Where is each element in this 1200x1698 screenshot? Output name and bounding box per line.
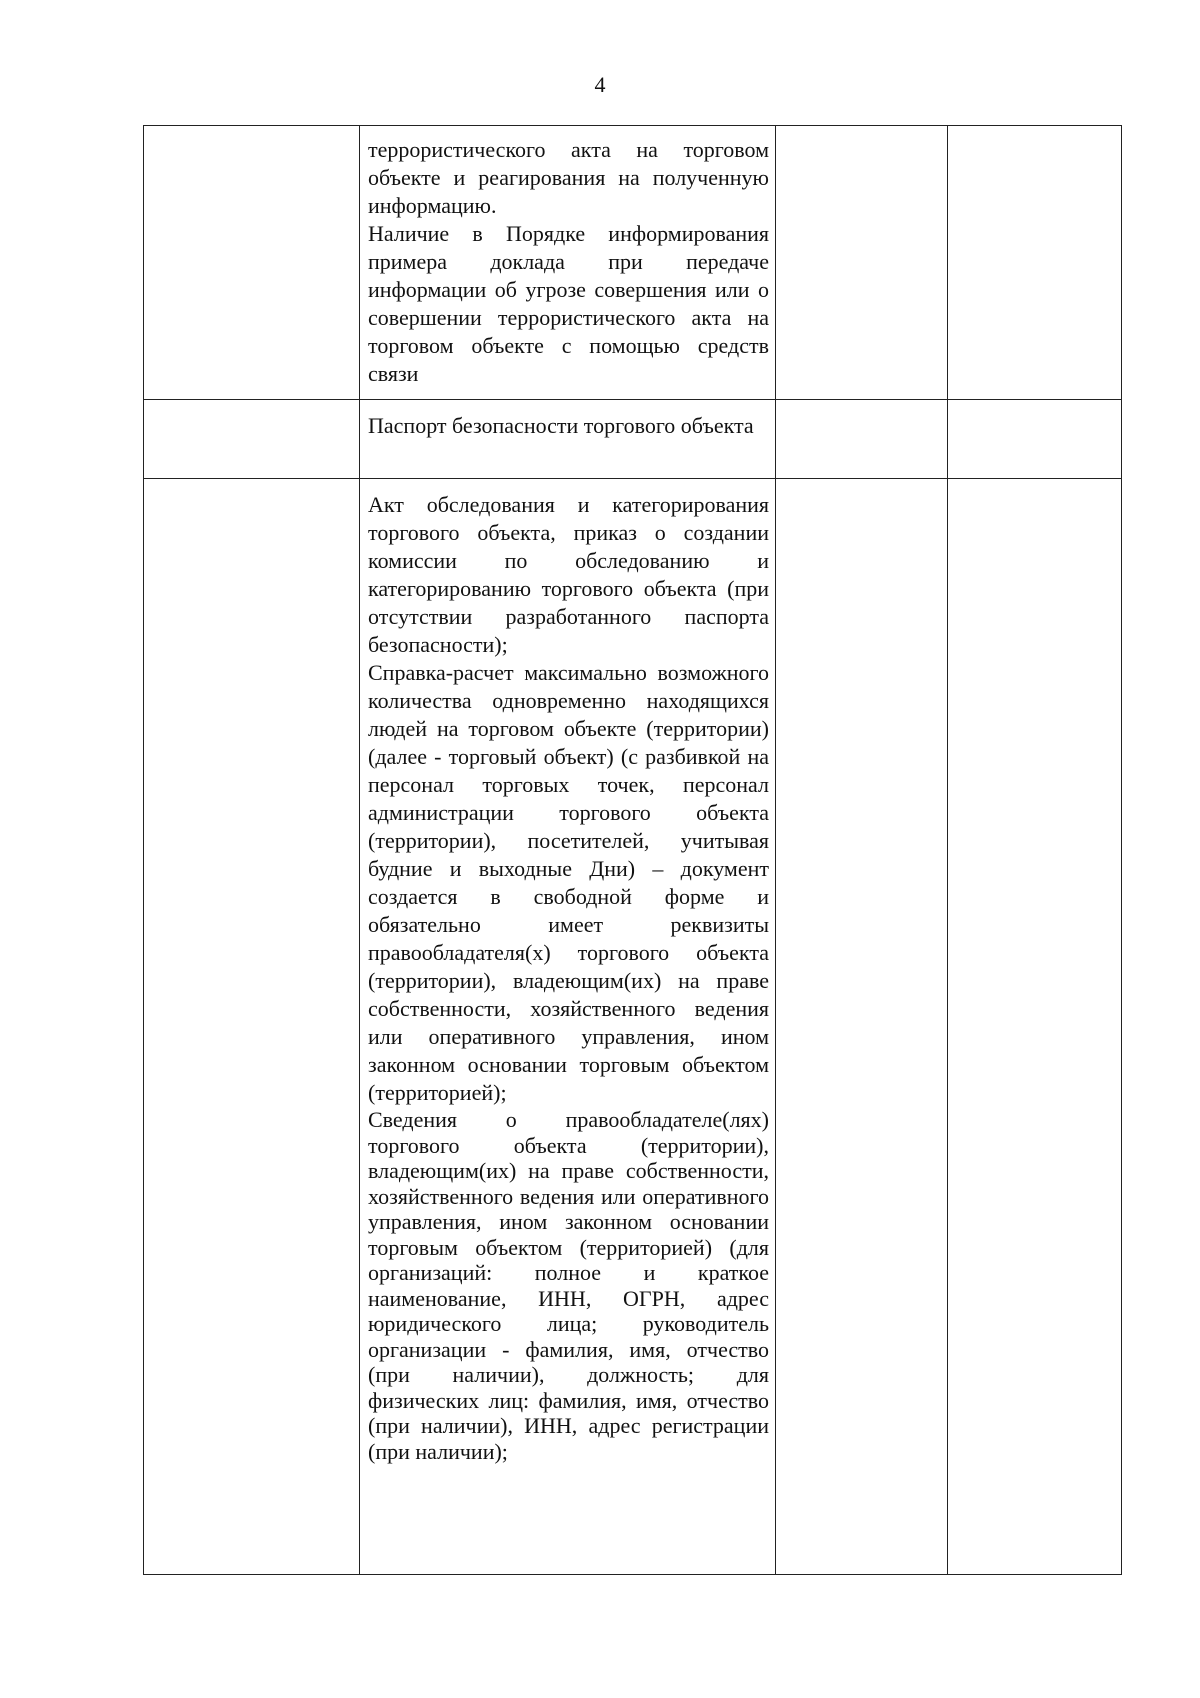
table-cell-text [360,126,776,400]
table-cell-text [360,400,776,479]
page-number: 4 [594,72,606,97]
table-cell-empty [948,479,1122,1575]
cell-paragraph: Акт обследования и категорирования торгового объекта, приказ о создании комиссии по обследованию и категорированию торгового объекта (при отсутствии разработанного паспорта безопасности); [368,492,769,657]
cell-paragraph: террористического акта на торговом объекте и реагирования на полученную информацию. [368,137,769,218]
table-cell-empty [776,126,948,400]
cell-paragraph: Паспорт безопасности торгового объекта [368,413,754,438]
table-row [144,126,1122,400]
cell-paragraph: Справка-расчет максимально возможного количества одновременно находящихся людей на торговом объекте (территории) (далее - торговый объект) (с разбивкой на персонал торговых точек, персонал администрации торгового объекта (территории), посетителей, учитывая будние и выходные Дни) – документ создается в свободной форме и обязательно имеет реквизиты правообладателя(х) торгового объекта (территории), владеющим(их) на праве собственности, хозяйственного ведения или оперативного управления, ином законном основании торговым объектом (территорией); [368,660,769,1105]
table-cell-empty [776,479,948,1575]
table-cell-empty [776,400,948,479]
cell-paragraph: Наличие в Порядке информирования примера доклада при передаче информации об угрозе совершения или о совершении террористического акта на торговом объекте с помощью средств связи [368,221,769,386]
table-cell-empty [144,479,360,1575]
table-cell-empty [948,400,1122,479]
table-cell-text [360,479,776,1575]
requirements-table [143,125,1122,1575]
table-cell-empty [144,126,360,400]
table-cell-empty [948,126,1122,400]
table-row [144,479,1122,1575]
table-row [144,400,1122,479]
cell-paragraph: Сведения о правообладателе(лях) торгового объекта (территории), владеющим(их) на праве собственности, хозяйственного ведения или оперативного управления, ином законном основании торговым объектом (территорией) (для организаций: полное и краткое наименование, ИНН, ОГРН, адрес юридического лица; руководитель организации - фамилия, имя, отчество (при наличии), должность; для физических лиц: фамилия, имя, отчество (при наличии), ИНН, адрес регистрации (при наличии); [368,1107,769,1464]
table-cell-empty [144,400,360,479]
